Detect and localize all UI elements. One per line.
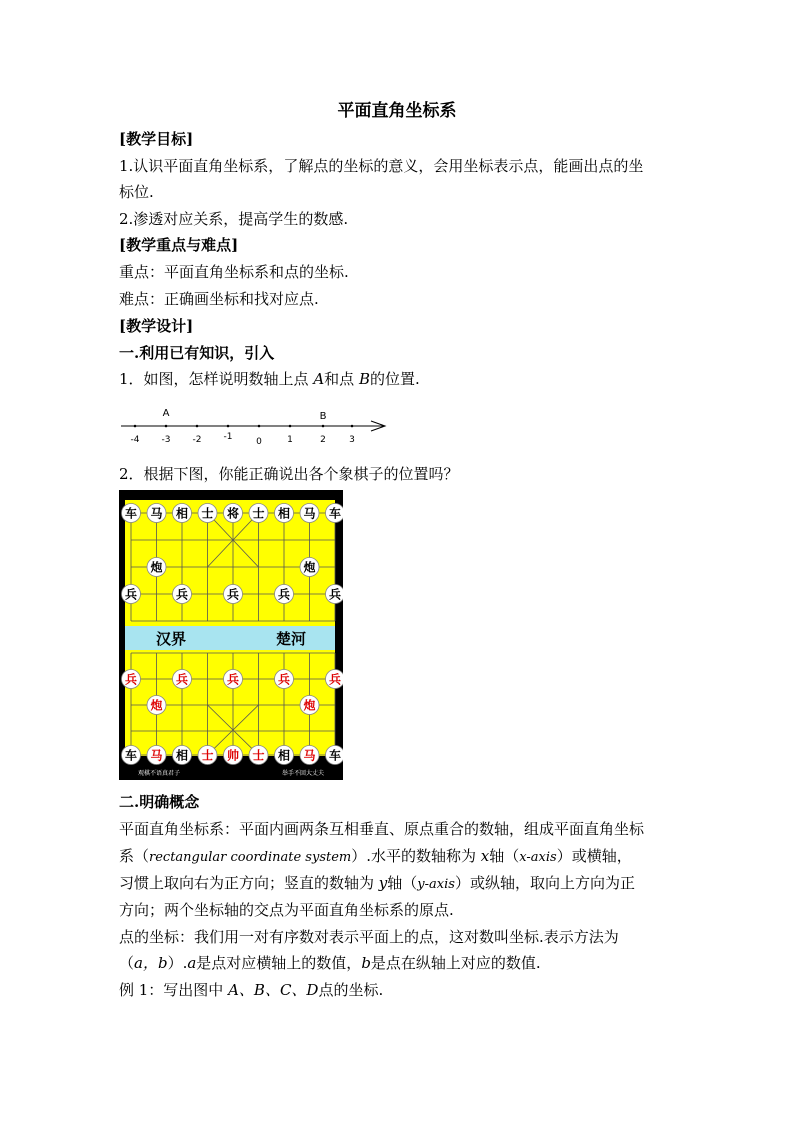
concept-y-axis-term: y-axis	[417, 877, 455, 892]
black-chess-piece	[173, 746, 192, 765]
question-1	[119, 368, 679, 390]
coordinate-line-2-b: ）.	[167, 954, 188, 972]
number-line-tick-dot	[258, 425, 261, 428]
concept-x-axis-term: x-axis	[519, 850, 557, 865]
svg-text:炮: 炮	[150, 698, 163, 713]
svg-text:炮: 炮	[303, 560, 316, 575]
concept-line-3-b: 轴（	[387, 874, 418, 892]
coordinate-line-2-c: 是点对应横轴上的数值，	[196, 954, 362, 972]
coordinate-pair: a，b	[134, 954, 168, 972]
red-chess-piece	[326, 670, 344, 689]
svg-text:士: 士	[252, 748, 265, 763]
black-chess-piece	[147, 558, 166, 577]
svg-text:士: 士	[252, 506, 265, 521]
number-line-point-a: A	[162, 408, 170, 419]
goal-2: 2.渗透对应关系，提高学生的数感.	[119, 210, 349, 228]
key-point: 重点：平面直角坐标系和点的坐标.	[119, 263, 349, 281]
red-chess-piece	[224, 746, 243, 765]
coordinate-line-1: 点的坐标：我们用一对有序数对表示平面上的点，这对数叫坐标.表示方法为	[119, 928, 619, 946]
svg-text:兵: 兵	[277, 672, 291, 687]
question-2: 2．根据下图，你能正确说出各个象棋子的位置吗？	[119, 465, 459, 483]
red-chess-piece	[198, 746, 217, 765]
part-2-heading: 二.明确概念	[119, 793, 200, 811]
black-chess-piece	[224, 504, 243, 523]
number-line-tick-label: 3	[349, 435, 355, 445]
part-1-heading: 一.利用已有知识，引入	[119, 344, 275, 362]
red-chess-piece	[275, 670, 294, 689]
point-b-label: B	[358, 370, 370, 388]
svg-text:相: 相	[175, 506, 189, 521]
concept-y-symbol: y	[378, 874, 388, 892]
number-line-tick-dot	[289, 425, 292, 428]
red-chess-piece	[173, 670, 192, 689]
example-1	[119, 979, 679, 1001]
question-1-suffix: 的位置.	[369, 370, 420, 388]
concept-line-2-c: 轴（	[489, 847, 520, 865]
black-chess-piece	[173, 504, 192, 523]
black-chess-piece	[122, 504, 141, 523]
number-line-tick-dot	[196, 425, 199, 428]
svg-text:兵: 兵	[277, 587, 291, 602]
chinese-chess-board	[119, 490, 343, 780]
svg-text:马: 马	[150, 748, 163, 763]
svg-text:马: 马	[303, 506, 316, 521]
svg-text:车: 车	[328, 506, 342, 521]
section-heading-goals: [教学目标]	[119, 130, 194, 148]
number-line-tick-dot	[227, 425, 230, 428]
black-chess-piece	[275, 504, 294, 523]
goal-1-line-2: 标位.	[119, 183, 154, 201]
svg-text:兵: 兵	[226, 587, 240, 602]
black-chess-piece	[198, 504, 217, 523]
example-1-suffix: 点的坐标.	[318, 981, 384, 999]
board-caption-right: 举手不回大丈夫	[281, 770, 325, 777]
coordinate-line-2	[119, 952, 679, 974]
black-chess-piece	[326, 746, 344, 765]
concept-line-3-a: 习惯上取向右为正方向；竖直的数轴为	[119, 874, 379, 892]
svg-text:兵: 兵	[328, 672, 342, 687]
svg-text:士: 士	[201, 506, 214, 521]
concept-line-2-b: ）.水平的数轴称为	[351, 847, 481, 865]
concept-line-3	[119, 872, 679, 896]
number-line-tick-label: -2	[192, 435, 202, 445]
board-caption-left: 观棋不语真君子	[137, 770, 181, 777]
svg-text:车: 车	[328, 748, 342, 763]
svg-text:车: 车	[124, 506, 138, 521]
black-chess-piece	[300, 558, 319, 577]
svg-text:士: 士	[201, 748, 214, 763]
number-line-tick-dot	[351, 425, 354, 428]
black-chess-piece	[147, 504, 166, 523]
concept-line-2-d: ）或横轴，	[556, 847, 632, 865]
goal-1-line-1: 1.认识平面直角坐标系，了解点的坐标的意义，会用坐标表示点，能画出点的坐	[119, 157, 644, 175]
black-chess-piece	[275, 585, 294, 604]
black-chess-piece	[122, 585, 141, 604]
number-line-tick-label: 1	[287, 435, 293, 445]
coordinate-line-2-a: （	[119, 954, 135, 972]
concept-line-3-c: ）或纵轴，取向上方向为正	[454, 874, 635, 892]
red-chess-piece	[147, 696, 166, 715]
concept-x-symbol: x	[480, 847, 490, 865]
black-chess-piece	[249, 504, 268, 523]
red-chess-piece	[224, 670, 243, 689]
svg-text:兵: 兵	[124, 672, 138, 687]
section-heading-key-points: [教学重点与难点]	[119, 236, 239, 254]
svg-text:炮: 炮	[303, 698, 316, 713]
svg-text:兵: 兵	[175, 587, 189, 602]
concept-line-1: 平面直角坐标系：平面内画两条互相垂直、原点重合的数轴，组成平面直角坐标	[119, 820, 645, 838]
red-chess-piece	[300, 696, 319, 715]
black-chess-piece	[275, 746, 294, 765]
svg-text:车: 车	[124, 748, 138, 763]
number-line-tick-label: 0	[256, 437, 262, 447]
black-chess-piece	[173, 585, 192, 604]
number-line-figure	[119, 400, 399, 448]
svg-text:马: 马	[303, 748, 316, 763]
number-line-point-b: B	[319, 411, 327, 422]
number-line-ticks	[131, 425, 355, 447]
coordinate-b-symbol: b	[361, 954, 371, 972]
number-line-tick-label: 2	[320, 435, 326, 445]
question-1-prefix: 1．如图，怎样说明数轴上点	[119, 370, 314, 388]
difficulty-point: 难点：正确画坐标和找对应点.	[119, 290, 319, 308]
svg-text:兵: 兵	[226, 672, 240, 687]
number-line-tick-label: -3	[161, 435, 171, 445]
black-chess-piece	[122, 746, 141, 765]
example-1-points: A、B、C、D	[228, 981, 319, 999]
svg-text:兵: 兵	[124, 587, 138, 602]
black-chess-piece	[326, 585, 344, 604]
number-line-tick-label: -4	[130, 435, 140, 445]
concept-english-term: rectangular coordinate system	[149, 850, 352, 865]
question-1-mid: 和点	[324, 370, 359, 388]
river-label-left: 汉界	[155, 630, 187, 648]
number-line-tick-dot	[322, 425, 325, 428]
black-chess-piece	[300, 504, 319, 523]
red-chess-piece	[122, 670, 141, 689]
example-1-prefix: 例 1：写出图中	[119, 981, 229, 999]
svg-text:兵: 兵	[328, 587, 342, 602]
page-title: 平面直角坐标系	[337, 101, 457, 121]
number-line-tick-label: -1	[223, 432, 233, 442]
number-line-tick-dot	[165, 425, 168, 428]
red-chess-piece	[249, 746, 268, 765]
svg-text:相: 相	[277, 748, 291, 763]
black-chess-piece	[326, 504, 344, 523]
concept-line-2-a: 系（	[119, 847, 150, 865]
svg-text:将: 将	[226, 506, 240, 521]
svg-text:帅: 帅	[226, 748, 240, 763]
coordinate-a-symbol: a	[187, 954, 197, 972]
concept-line-4: 方向；两个坐标轴的交点为平面直角坐标系的原点.	[119, 901, 454, 919]
number-line-tick-dot	[134, 425, 137, 428]
point-a-label: A	[313, 370, 325, 388]
black-chess-piece	[224, 585, 243, 604]
red-chess-piece	[147, 746, 166, 765]
svg-text:炮: 炮	[150, 560, 163, 575]
coordinate-line-2-d: 是点在纵轴上对应的数值.	[370, 954, 541, 972]
red-chess-piece	[300, 746, 319, 765]
concept-line-2	[119, 845, 679, 869]
section-heading-design: [教学设计]	[119, 317, 194, 335]
svg-text:兵: 兵	[175, 672, 189, 687]
svg-text:相: 相	[175, 748, 189, 763]
svg-text:相: 相	[277, 506, 291, 521]
svg-text:马: 马	[150, 506, 163, 521]
river-label-right: 楚河	[275, 630, 307, 648]
